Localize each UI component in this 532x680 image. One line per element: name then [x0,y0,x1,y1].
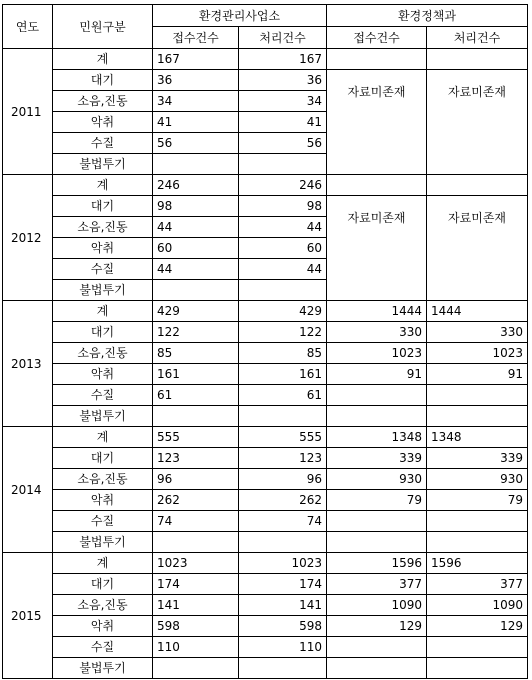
complaint-type-cell: 불법투기 [53,280,153,301]
policy-processed-cell: 79 [427,490,528,511]
year-cell: 2014 [3,427,53,553]
table-row [3,616,528,637]
header-policy-received: 접수건수 [327,27,427,49]
policy-received-cell: 91 [327,364,427,385]
policy-processed-cell: 330 [427,322,528,343]
office-received-cell: 161 [153,364,239,385]
complaint-type-cell: 계 [53,49,153,70]
header-office-received: 접수건수 [153,27,239,49]
policy-received-cell: 1348 [327,427,427,448]
complaint-type-cell: 계 [53,175,153,196]
complaint-type-cell: 소음,진동 [53,91,153,112]
office-received-cell: 61 [153,385,239,406]
policy-received-cell: 1023 [327,343,427,364]
complaint-statistics-table [2,4,528,679]
table-row [3,595,528,616]
complaint-type-cell: 계 [53,301,153,322]
year-cell: 2012 [3,175,53,301]
table-row [3,553,528,574]
office-received-cell: 85 [153,343,239,364]
table-row [3,427,528,448]
policy-received-nodata-cell: 자료미존재 [327,70,427,175]
office-received-cell [153,658,239,679]
complaint-type-cell: 대기 [53,322,153,343]
office-received-cell: 141 [153,595,239,616]
policy-received-nodata-cell: 자료미존재 [327,196,427,301]
office-received-cell: 1023 [153,553,239,574]
office-processed-cell: 429 [239,301,327,322]
header-environment-management-office: 환경관리사업소 [153,5,327,27]
office-processed-cell: 56 [239,133,327,154]
policy-processed-cell: 1444 [427,301,528,322]
policy-received-cell [327,175,427,196]
office-processed-cell: 141 [239,595,327,616]
policy-received-cell: 1444 [327,301,427,322]
policy-processed-cell [427,532,528,553]
office-processed-cell: 122 [239,322,327,343]
policy-received-cell: 129 [327,616,427,637]
policy-received-cell [327,511,427,532]
office-received-cell: 74 [153,511,239,532]
office-processed-cell: 60 [239,238,327,259]
table-row [3,637,528,658]
complaint-type-cell: 악취 [53,112,153,133]
policy-processed-cell: 1023 [427,343,528,364]
table-row [3,175,528,196]
office-received-cell: 598 [153,616,239,637]
policy-received-cell: 930 [327,469,427,490]
office-processed-cell: 36 [239,70,327,91]
complaint-statistics-table-container [2,4,528,679]
complaint-type-cell: 소음,진동 [53,217,153,238]
office-received-cell: 44 [153,217,239,238]
policy-received-cell: 1090 [327,595,427,616]
office-processed-cell: 1023 [239,553,327,574]
table-row [3,469,528,490]
complaint-type-cell: 계 [53,553,153,574]
year-cell: 2013 [3,301,53,427]
office-received-cell: 429 [153,301,239,322]
header-complaint-type: 민원구분 [53,5,153,49]
office-processed-cell [239,154,327,175]
office-processed-cell [239,658,327,679]
policy-received-cell: 1596 [327,553,427,574]
office-received-cell: 174 [153,574,239,595]
policy-received-cell [327,637,427,658]
office-processed-cell: 262 [239,490,327,511]
complaint-type-cell: 악취 [53,490,153,511]
policy-received-cell [327,49,427,70]
complaint-type-cell: 수질 [53,637,153,658]
policy-received-cell [327,406,427,427]
table-row [3,49,528,70]
office-received-cell: 110 [153,637,239,658]
policy-received-cell: 79 [327,490,427,511]
policy-processed-cell: 129 [427,616,528,637]
office-received-cell: 555 [153,427,239,448]
office-processed-cell [239,406,327,427]
table-row [3,532,528,553]
complaint-type-cell: 악취 [53,238,153,259]
office-received-cell: 96 [153,469,239,490]
office-processed-cell: 598 [239,616,327,637]
complaint-type-cell: 수질 [53,133,153,154]
complaint-type-cell: 수질 [53,385,153,406]
table-row [3,406,528,427]
policy-processed-nodata-cell: 자료미존재 [427,70,528,175]
policy-processed-cell [427,637,528,658]
policy-processed-cell: 1090 [427,595,528,616]
table-row [3,658,528,679]
policy-processed-nodata-cell: 자료미존재 [427,196,528,301]
office-processed-cell [239,532,327,553]
table-row [3,448,528,469]
policy-processed-cell: 91 [427,364,528,385]
office-received-cell: 167 [153,49,239,70]
office-processed-cell: 41 [239,112,327,133]
complaint-type-cell: 불법투기 [53,406,153,427]
office-received-cell: 246 [153,175,239,196]
table-row [3,385,528,406]
office-processed-cell: 44 [239,259,327,280]
policy-received-cell [327,385,427,406]
complaint-type-cell: 소음,진동 [53,469,153,490]
office-received-cell [153,280,239,301]
policy-processed-cell [427,385,528,406]
policy-processed-cell: 339 [427,448,528,469]
office-received-cell: 36 [153,70,239,91]
office-received-cell [153,154,239,175]
complaint-type-cell: 계 [53,427,153,448]
office-processed-cell: 110 [239,637,327,658]
complaint-type-cell: 악취 [53,616,153,637]
table-row [3,511,528,532]
office-processed-cell: 96 [239,469,327,490]
header-environment-policy-division: 환경정책과 [327,5,528,27]
office-received-cell: 34 [153,91,239,112]
office-processed-cell: 555 [239,427,327,448]
office-processed-cell: 161 [239,364,327,385]
office-received-cell: 122 [153,322,239,343]
office-processed-cell: 44 [239,217,327,238]
complaint-type-cell: 불법투기 [53,658,153,679]
header-office-processed: 처리건수 [239,27,327,49]
table-row [3,70,528,91]
policy-received-cell [327,658,427,679]
office-processed-cell: 167 [239,49,327,70]
policy-received-cell: 330 [327,322,427,343]
complaint-type-cell: 수질 [53,259,153,280]
table-row [3,574,528,595]
complaint-type-cell: 소음,진동 [53,343,153,364]
office-received-cell [153,406,239,427]
table-row [3,490,528,511]
table-row [3,301,528,322]
policy-received-cell: 377 [327,574,427,595]
office-processed-cell: 174 [239,574,327,595]
complaint-type-cell: 불법투기 [53,532,153,553]
office-received-cell: 44 [153,259,239,280]
office-processed-cell: 85 [239,343,327,364]
header-row-1 [3,5,528,27]
office-processed-cell: 123 [239,448,327,469]
office-received-cell: 123 [153,448,239,469]
policy-processed-cell [427,175,528,196]
policy-processed-cell [427,49,528,70]
complaint-type-cell: 악취 [53,364,153,385]
complaint-type-cell: 대기 [53,70,153,91]
complaint-type-cell: 불법투기 [53,154,153,175]
policy-received-cell: 339 [327,448,427,469]
office-processed-cell: 98 [239,196,327,217]
year-cell: 2011 [3,49,53,175]
complaint-type-cell: 대기 [53,574,153,595]
table-row [3,364,528,385]
office-received-cell: 56 [153,133,239,154]
office-processed-cell: 34 [239,91,327,112]
table-row [3,196,528,217]
complaint-type-cell: 수질 [53,511,153,532]
office-processed-cell [239,280,327,301]
complaint-type-cell: 소음,진동 [53,595,153,616]
office-received-cell: 60 [153,238,239,259]
header-policy-processed: 처리건수 [427,27,528,49]
complaint-type-cell: 대기 [53,448,153,469]
office-processed-cell: 61 [239,385,327,406]
year-cell: 2015 [3,553,53,679]
complaint-type-cell: 대기 [53,196,153,217]
policy-processed-cell: 930 [427,469,528,490]
policy-processed-cell [427,658,528,679]
office-received-cell [153,532,239,553]
office-received-cell: 41 [153,112,239,133]
policy-processed-cell: 1596 [427,553,528,574]
policy-processed-cell [427,406,528,427]
table-row [3,343,528,364]
office-received-cell: 262 [153,490,239,511]
policy-received-cell [327,532,427,553]
table-row [3,322,528,343]
office-processed-cell: 74 [239,511,327,532]
policy-processed-cell [427,511,528,532]
policy-processed-cell: 377 [427,574,528,595]
header-year: 연도 [3,5,53,49]
policy-processed-cell: 1348 [427,427,528,448]
office-processed-cell: 246 [239,175,327,196]
office-received-cell: 98 [153,196,239,217]
